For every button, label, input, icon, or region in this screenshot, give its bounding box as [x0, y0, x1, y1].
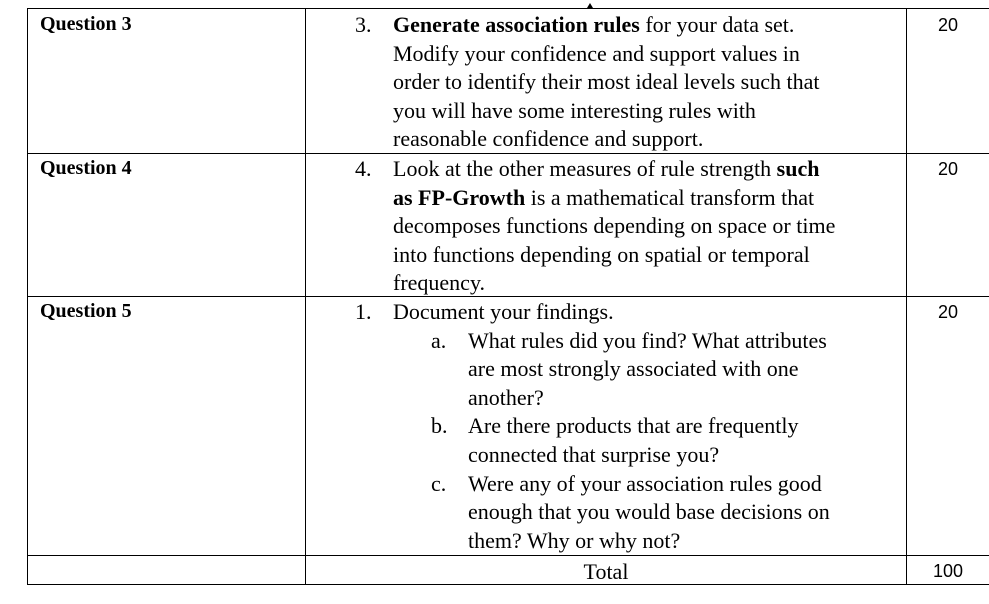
question-description: [306, 155, 906, 298]
text-line: them? Why or why not?: [468, 527, 681, 553]
list-item-number: 4.: [355, 156, 372, 181]
list-item: [306, 298, 906, 327]
text-line: order to identify their most ideal levels such that: [393, 69, 820, 95]
question-description: [306, 298, 906, 555]
table-top-border: [27, 8, 989, 9]
question-description: [306, 11, 906, 154]
sub-list-item: [306, 412, 906, 469]
sub-list-letter: c.: [431, 470, 447, 496]
table-cell-marker: [587, 3, 593, 8]
text-line: Modify your confidence and support values in: [393, 40, 800, 66]
text-line: Are there products that are frequently: [468, 413, 799, 439]
total-label: Total: [583, 559, 629, 584]
text-line: decomposes functions depending on space or time: [393, 213, 836, 239]
sub-list-letter: b.: [431, 413, 448, 439]
text-line: are most strongly associated with one: [468, 356, 799, 382]
list-item: [306, 155, 906, 298]
text-line: you will have some interesting rules with: [393, 97, 756, 123]
question-label: Question 3: [40, 13, 132, 35]
text-line: Were any of your association rules good: [468, 470, 822, 496]
list-item-number: 1.: [355, 299, 372, 324]
text-line: Look at the other measures of rule strength such: [393, 156, 820, 181]
text-line: Generate association rules for your data set.: [393, 12, 795, 37]
question-label: Question 5: [40, 300, 132, 322]
sub-list-item: [306, 470, 906, 556]
question-label: Question 4: [40, 157, 132, 179]
table-column-divider: [906, 8, 907, 585]
question-points: 20: [937, 159, 959, 179]
list-item-number: 3.: [355, 12, 372, 37]
question-points: 20: [937, 15, 959, 35]
list-item: [306, 11, 906, 154]
text-line: into functions depending on spatial or temporal: [393, 241, 810, 267]
text-line: frequency.: [393, 270, 486, 296]
text-line: What rules did you find? What attributes: [468, 327, 827, 353]
text-line: enough that you would base decisions on: [468, 499, 830, 525]
sub-list-letter: a.: [431, 327, 447, 353]
text-line: as FP-Growth is a mathematical transform that: [393, 184, 815, 210]
text-line: Document your findings.: [393, 299, 614, 324]
total-points: 100: [932, 561, 964, 581]
table-left-border: [27, 8, 28, 585]
sub-list-item: [306, 327, 906, 413]
question-points: 20: [937, 302, 959, 322]
text-line: reasonable confidence and support.: [393, 126, 704, 152]
text-line: another?: [468, 384, 544, 410]
text-line: connected that surprise you?: [468, 441, 720, 467]
